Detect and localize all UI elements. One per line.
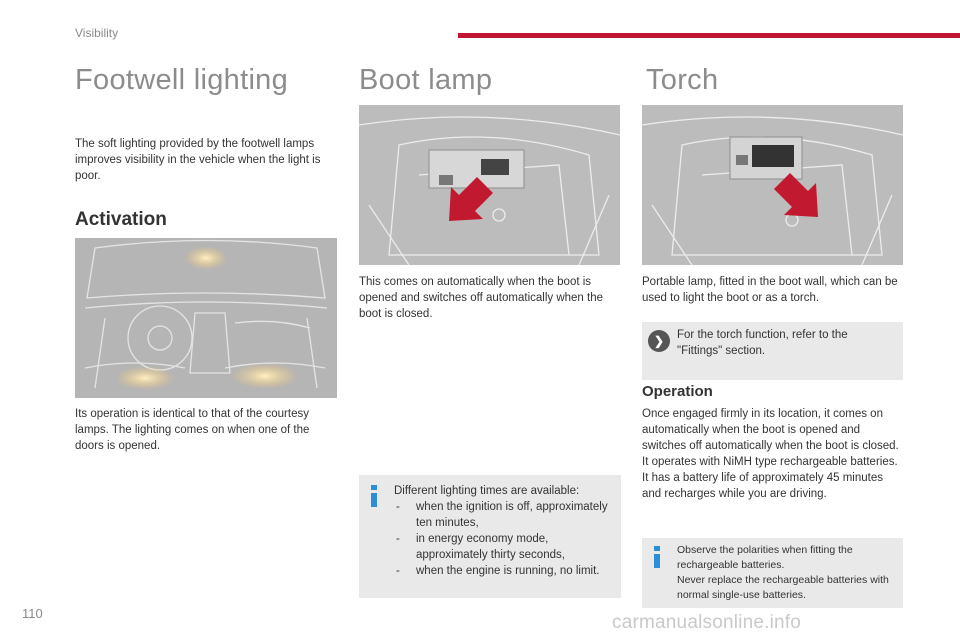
warning-line: Never replace the rechargeable batteries with normal single-use batteries.: [677, 574, 889, 601]
header-accent-bar: [458, 33, 960, 38]
list-item: - when the ignition is off, approximately ten minutes,: [394, 499, 616, 531]
boot-lamp-image: [359, 105, 620, 265]
torch-in-boot-image: [642, 105, 903, 265]
watermark: carmanualsonline.info: [612, 612, 802, 633]
operation-line: Once engaged firmly in its location, it comes on automatically when the boot is opened and switches off automatically when the boot is closed.: [642, 408, 899, 452]
cross-reference-icon: ❯: [648, 330, 670, 352]
list-item: - in energy economy mode, approximately thirty seconds,: [394, 531, 616, 563]
lighting-times-note: [359, 475, 621, 598]
section-label: Visibility: [75, 26, 119, 40]
torch-operation-text: [642, 406, 904, 502]
battery-warning-note: [642, 538, 903, 608]
info-icon: [369, 485, 379, 507]
footwell-intro: The soft lighting provided by the footwell lamps improves visibility in the vehicle when the light is poor.: [75, 138, 321, 182]
torch-description: Portable lamp, fitted in the boot wall, which can be used to light the boot or as a torch.: [642, 276, 898, 304]
footwell-operation-text: Its operation is identical to that of the courtesy lamps. The lighting comes on when one of the doors is opened.: [75, 408, 310, 452]
car-interior-footwell-image: [75, 238, 337, 398]
torch-reference-text: For the torch function, refer to the "Fittings" section.: [677, 329, 848, 357]
info-icon: [652, 546, 662, 568]
boot-lamp-description: This comes on automatically when the boot is opened and switches off automatically when the boot is closed.: [359, 276, 603, 320]
page-number: 110: [22, 606, 43, 621]
torch-reference-note: [642, 322, 903, 380]
warning-line: Observe the polarities when fitting the rechargeable batteries.: [677, 544, 853, 571]
boot-lamp-title: Boot lamp: [359, 64, 493, 96]
operation-heading: Operation: [642, 383, 713, 400]
operation-line: It operates with NiMH type rechargeable batteries.: [642, 456, 898, 468]
footwell-title: Footwell lighting: [75, 64, 289, 96]
list-item: - when the engine is running, no limit.: [394, 563, 616, 579]
lighting-times-intro: Different lighting times are available:: [394, 485, 580, 497]
lighting-times-list: [394, 499, 616, 579]
torch-title: Torch: [646, 64, 719, 96]
activation-heading: Activation: [75, 209, 167, 230]
operation-line: It has a battery life of approximately 45 minutes and recharges while you are driving.: [642, 472, 883, 500]
